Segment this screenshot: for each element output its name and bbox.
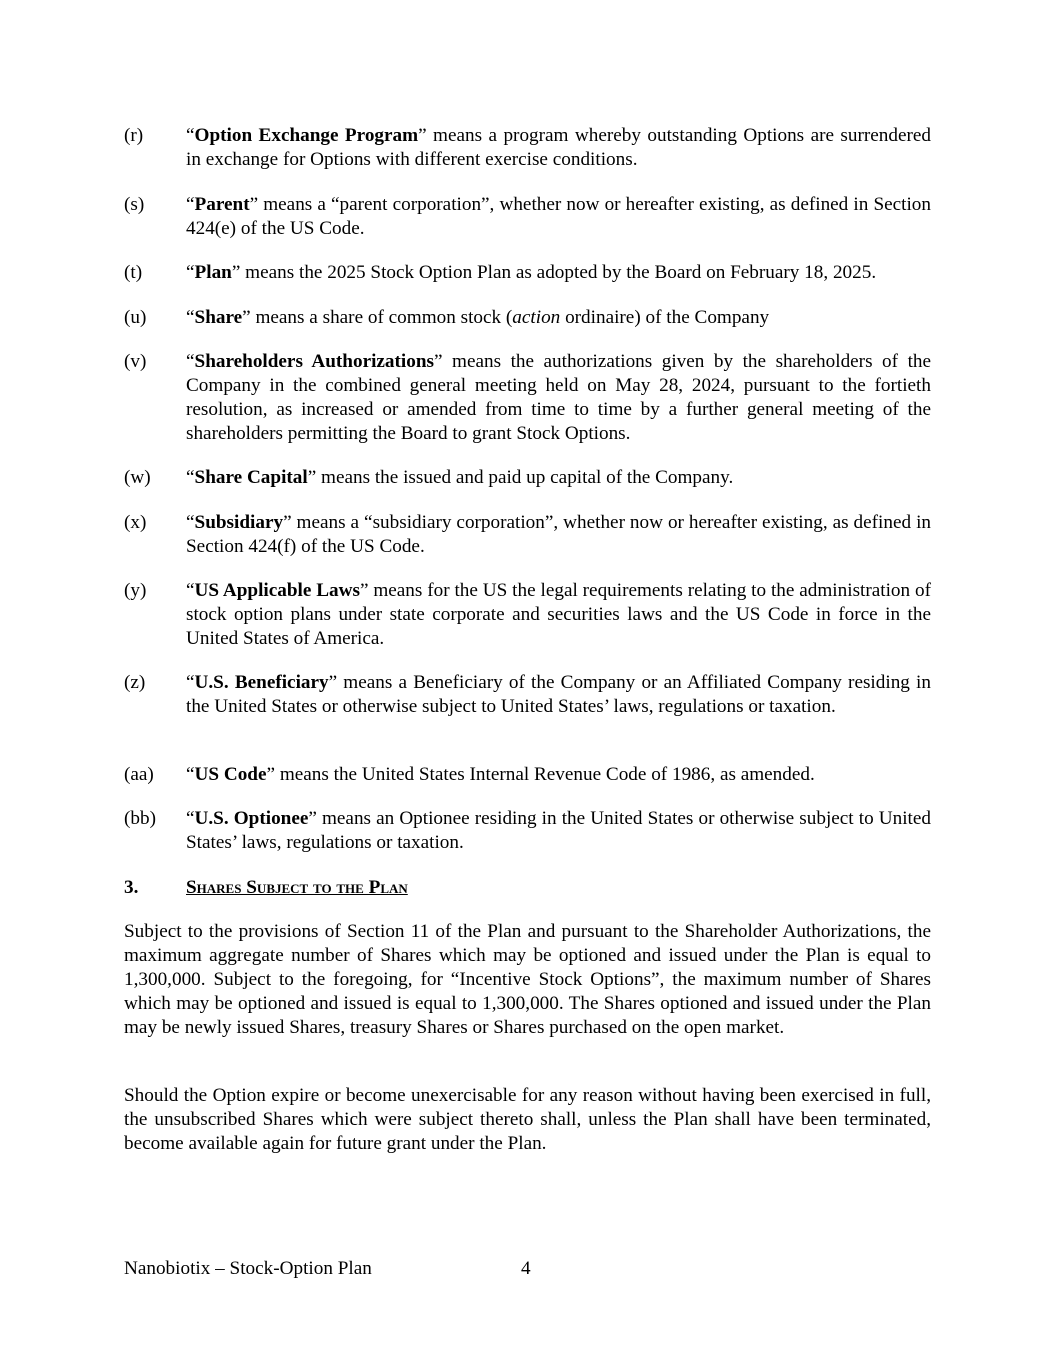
body-paragraph: Should the Option expire or become unexercisable for any reason without having been exercised in full, the unsubscribed Shares which were subject thereto shall, unless the Plan shall have been terminated, become available again for future grant under the Plan. bbox=[124, 1085, 931, 1154]
definition-item bbox=[124, 261, 931, 285]
definition-label: (aa) bbox=[124, 764, 154, 785]
definition-item bbox=[124, 763, 931, 787]
definition-label: (t) bbox=[124, 262, 143, 283]
definition-item bbox=[124, 466, 931, 490]
definition-label: (x) bbox=[124, 512, 147, 533]
section-heading bbox=[124, 876, 408, 900]
definition-item bbox=[124, 671, 931, 719]
definition-item bbox=[124, 579, 931, 651]
body-paragraph: Subject to the provisions of Section 11 of the Plan and pursuant to the Shareholder Authorizations, the maximum aggregate number of Shares which may be optioned and issued under the Plan is equal to 1,300,000. Subject to the foregoing, for “Incentive Stock Options”, the maximum number of Shares which may be optioned and issued is equal to 1,300,000. The Shares optioned and issued under the Plan may be newly issued Shares, treasury Shares or Shares purchased on the open market. bbox=[124, 921, 931, 1038]
defined-term: US Code bbox=[194, 764, 267, 785]
definition-label: (z) bbox=[124, 672, 146, 693]
definition-text: “Plan” means the 2025 Stock Option Plan as adopted by the Board on February 18, 2025. bbox=[186, 262, 877, 283]
defined-term: Subsidiary bbox=[194, 512, 284, 533]
definition-text: “Option Exchange Program” means a program whereby outstanding Options are surrendered in exchange for Options with different exercise conditions. bbox=[186, 125, 931, 170]
defined-term: Share bbox=[194, 307, 243, 328]
definition-item bbox=[124, 306, 931, 330]
definition-item bbox=[124, 807, 931, 855]
definition-text: “US Code” means the United States Internal Revenue Code of 1986, as amended. bbox=[186, 764, 815, 785]
defined-term: Plan bbox=[194, 262, 232, 283]
definition-label: (y) bbox=[124, 580, 147, 601]
defined-term: US Applicable Laws bbox=[194, 580, 360, 601]
definition-label: (r) bbox=[124, 125, 144, 146]
section-number: 3. bbox=[124, 877, 139, 898]
definition-text: “U.S. Beneficiary” means a Beneficiary of the Company or an Affiliated Company residing in the United States or otherwise subject to United States’ laws, regulations or taxation. bbox=[186, 672, 931, 717]
definition-text: “US Applicable Laws” means for the US the legal requirements relating to the administration of stock option plans under state corporate and securities laws and the US Code in force in the United States of America. bbox=[186, 580, 931, 649]
definition-item bbox=[124, 193, 931, 241]
footer-document-title: Nanobiotix – Stock-Option Plan bbox=[124, 1258, 372, 1279]
defined-term: U.S. Beneficiary bbox=[194, 672, 329, 693]
definition-item bbox=[124, 124, 931, 172]
definition-text: “Share Capital” means the issued and paid up capital of the Company. bbox=[186, 467, 734, 488]
defined-term: Option Exchange Program bbox=[194, 125, 419, 146]
defined-term: Share Capital bbox=[194, 467, 308, 488]
definition-text: “Share” means a share of common stock (action ordinaire) of the Company bbox=[186, 307, 770, 328]
definition-label: (bb) bbox=[124, 808, 156, 829]
definition-label: (w) bbox=[124, 467, 151, 488]
definition-text: “Shareholders Authorizations” means the authorizations given by the shareholders of the Company in the combined general meeting held on May 28, 2024, pursuant to the fortieth resolution, as increased or amended from time to time by a further general meeting of the shareholders permitting the Board to grant Stock Options. bbox=[186, 351, 932, 444]
definition-label: (v) bbox=[124, 351, 147, 372]
definition-label: (s) bbox=[124, 194, 145, 215]
defined-term: U.S. Optionee bbox=[194, 808, 309, 829]
section-title: Shares Subject to the Plan bbox=[186, 877, 408, 898]
footer-page-number: 4 bbox=[521, 1258, 531, 1279]
definition-text: “U.S. Optionee” means an Optionee residing in the United States or otherwise subject to United States’ laws, regulations or taxation. bbox=[186, 808, 931, 853]
defined-term: Shareholders Authorizations bbox=[194, 351, 434, 372]
definition-item bbox=[124, 511, 931, 559]
definition-text: “Subsidiary” means a “subsidiary corporation”, whether now or hereafter existing, as defined in Section 424(f) of the US Code. bbox=[186, 512, 931, 557]
definition-text: “Parent” means a “parent corporation”, whether now or hereafter existing, as defined in Section 424(e) of the US Code. bbox=[186, 194, 931, 239]
defined-term: Parent bbox=[194, 194, 250, 215]
definition-label: (u) bbox=[124, 307, 147, 328]
definition-item bbox=[124, 350, 931, 446]
